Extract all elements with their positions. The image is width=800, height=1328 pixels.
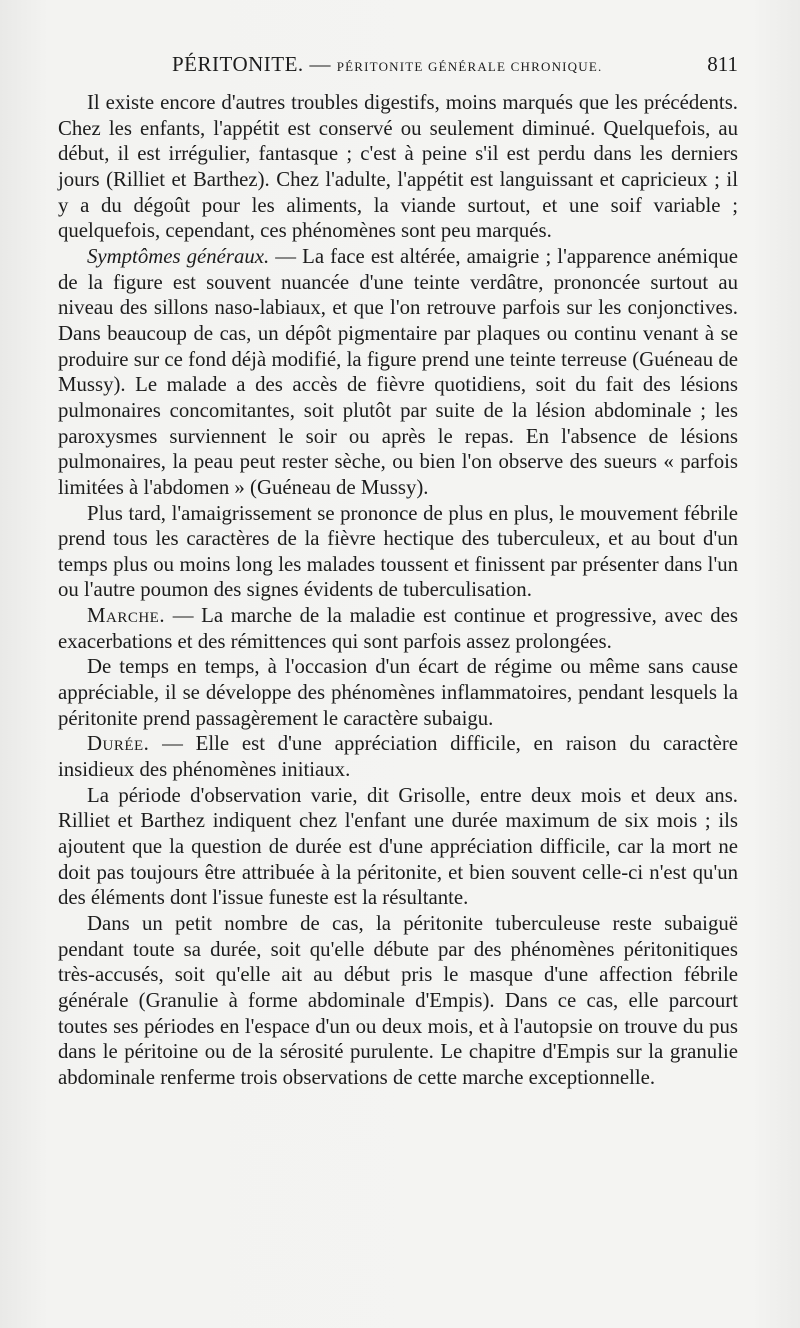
- paragraph-text: De temps en temps, à l'occasion d'un écart de régime ou même sans cause appréciable, il se développe des phénomènes inflammatoires, pendant lesquels la péritonite prend passagèrement le caractère subaigu.: [58, 655, 738, 730]
- header-subtitle: PÉRITONITE GÉNÉRALE CHRONIQUE.: [336, 59, 603, 74]
- page-number: 811: [707, 52, 738, 76]
- paragraph: [58, 731, 738, 782]
- paragraph: [58, 90, 738, 244]
- section-heading: Symptômes généraux.: [87, 244, 270, 268]
- paragraph: [58, 501, 738, 604]
- paragraph-text: La période d'observation varie, dit Grisolle, entre deux mois et deux ans. Rilliet et Barthez indiquent chez l'enfant une durée maximum de six mois ; ils ajoutent que la question de durée est d'une appréciation difficile, car la mort ne doit pas toujours être attribuée à la péritonite, et bien souvent celle-ci n'est qu'un des éléments dont l'issue funeste est la résultante.: [58, 783, 738, 910]
- running-header: [172, 52, 738, 86]
- header-separator: —: [309, 52, 331, 76]
- paragraph-text: — La face est altérée, amaigrie ; l'apparence anémique de la figure est souvent nuancée d'une teinte verdâtre, prononcée surtout au niveau des sillons naso-labiaux, et que l'on retrouve parfois sur les conjonctives. Dans beaucoup de cas, un dépôt pigmentaire par plaques ou continu venant à se produire sur ce fond déjà modifié, la figure prend une teinte terreuse (Guéneau de Mussy). Le malade a des accès de fièvre quotidiens, soit du fait des lésions pulmonaires concomitantes, soit plutôt par suite de la lésion abdominale ; les paroxysmes surviennent le soir ou après le repas. En l'absence de lésions pulmonaires, la peau peut rester sèche, ou bien l'on observe des sueurs « parfois limitées à l'abdomen » (Guéneau de Mussy).: [58, 244, 739, 499]
- paragraph-text: — La marche de la maladie est continue et progressive, avec des exacerbations et des rémittences qui sont parfois assez prolongées.: [58, 604, 738, 653]
- paragraph: [58, 783, 738, 911]
- section-heading: Marche.: [87, 604, 166, 628]
- paragraph: [58, 911, 738, 1091]
- running-title: [172, 52, 602, 77]
- paragraph: [58, 654, 738, 731]
- paragraph-text: Dans un petit nombre de cas, la péritonite tuberculeuse reste subaiguë pendant toute sa durée, soit qu'elle débute par des phénomènes péritonitiques très-accusés, soit qu'elle ait au début pris le masque d'une affection fébrile générale (Granulie à forme abdominale d'Empis). Dans ce cas, elle parcourt toutes ses périodes en l'espace d'un ou deux mois, et à l'autopsie on trouve du pus dans le péritoine ou de la sérosité purulente. Le chapitre d'Empis sur la granulie abdominale renferme trois observations de cette marche exceptionnelle.: [58, 912, 738, 1089]
- section-heading: Durée.: [87, 732, 150, 756]
- paragraph: [58, 244, 738, 501]
- paragraph-text: — Elle est d'une appréciation difficile, en raison du caractère insidieux des phénomènes initiaux.: [58, 732, 738, 782]
- paragraph: [58, 603, 738, 654]
- body-text: [58, 90, 738, 1091]
- header-title: PÉRITONITE.: [172, 52, 304, 76]
- paragraph-text: Plus tard, l'amaigrissement se prononce de plus en plus, le mouvement fébrile prend tous les caractères de la fièvre hectique des tuberculeux, et au bout d'un temps plus ou moins long les malades toussent et finissent par présenter dans l'un ou l'autre poumon des signes évidents de tuberculisation.: [58, 501, 738, 602]
- paragraph-text: Il existe encore d'autres troubles digestifs, moins marqués que les précédents. Chez les enfants, l'appétit est conservé ou seulement diminué. Quelquefois, au début, il est irrégulier, fantasque ; c'est à peine s'il est perdu dans les derniers jours (Rilliet et Barthez). Chez l'adulte, l'appétit est languissant et capricieux ; il y a du dégoût pour les aliments, la viande surtout, et une soif variable ; quelquefois, cependant, ces phénomènes sont peu marqués.: [58, 91, 738, 243]
